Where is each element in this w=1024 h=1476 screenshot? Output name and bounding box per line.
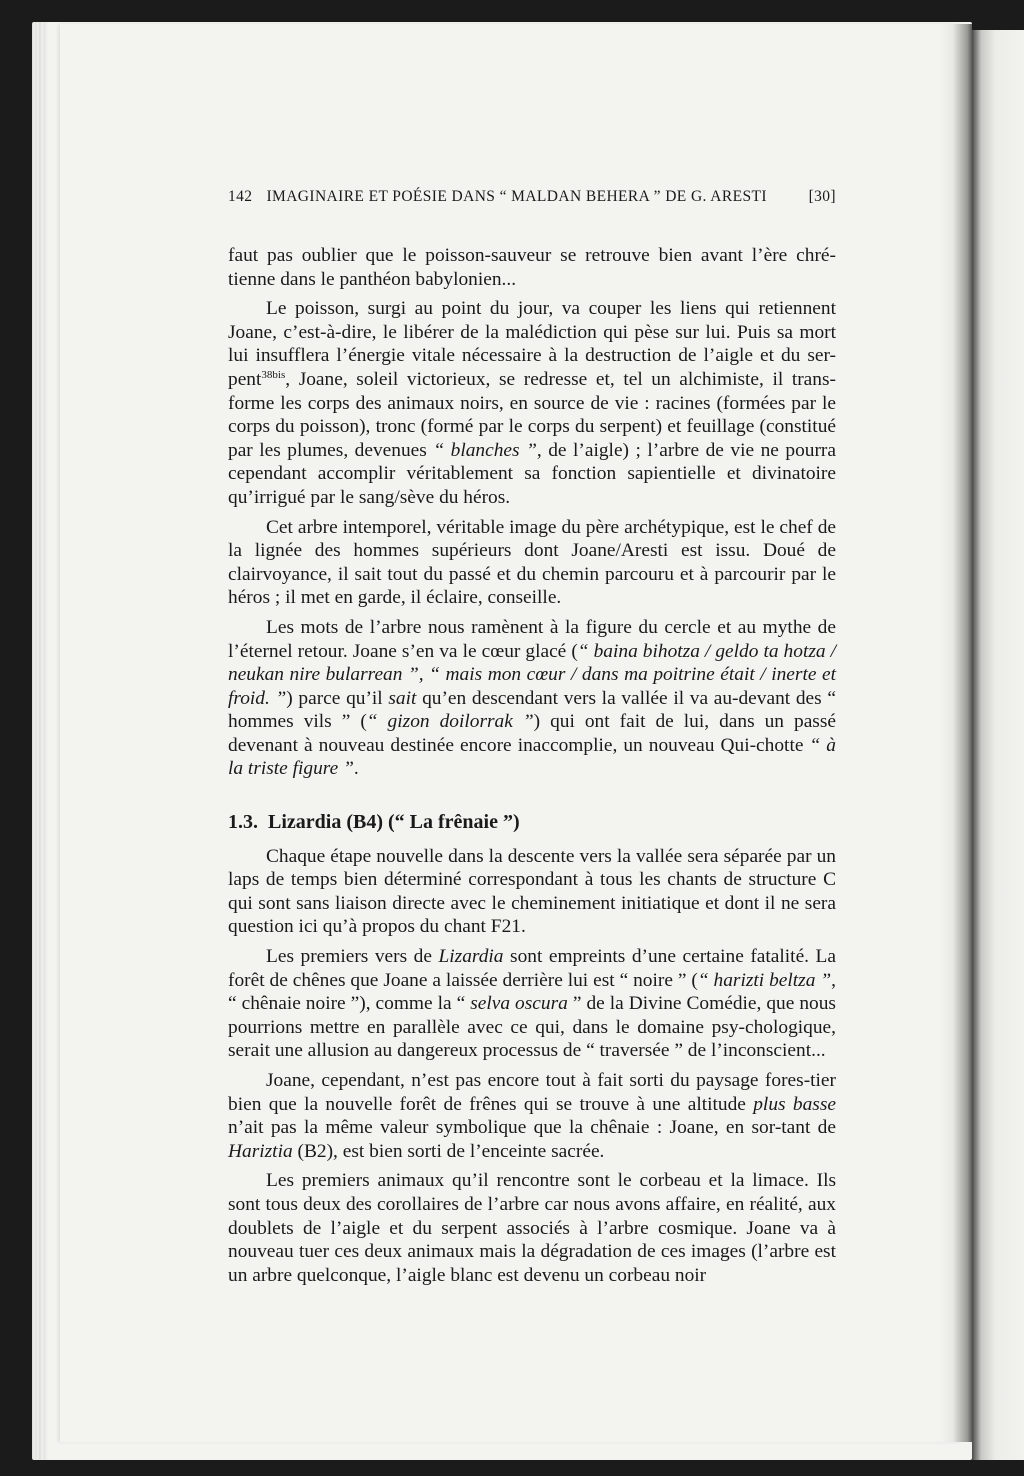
book-gutter xyxy=(940,24,972,1442)
body-text xyxy=(228,244,836,1287)
section-heading xyxy=(228,811,836,835)
paragraph: Cet arbre intemporel, véritable image du père archétypique, est le chef de la lignée des hommes supérieurs dont Joane/Aresti est issu. Doué de clairvoyance, il sait tout du passé et du chemin parcouru et à parcourir par le héros ; il met en garde, il éclaire, conseille. xyxy=(228,516,836,609)
running-title: IMAGINAIRE ET POÉSIE DANS “ MALDAN BEHERA ” DE G. ARESTI xyxy=(266,188,767,205)
paragraph: Les mots de l’arbre nous ramènent à la figure du cercle et au mythe de l’éternel retour. Joane s’en va le cœur glacé (“ baina bihotza / geldo ta hotza / neukan nire bularrean ”, “ mais mon cœur / dans ma poitrine était / inerte et froid. ”) parce qu’il sait qu’en descendant vers la vallée il va au-devant des “ hommes vils ” (“ gizon doilorrak ”) qui ont fait de lui, dans un passé devenant à nouveau destinée encore inaccomplie, un nouveau Qui-chotte “ à la triste figure ”. xyxy=(228,616,837,780)
facing-page-edge xyxy=(972,30,1024,1460)
paragraph: Joane, cependant, n’est pas encore tout à fait sorti du paysage fores-tier bien que la nouvelle forêt de frênes qui se trouve à une altitude plus basse n’ait pas la même valeur symbolique que la chênaie : Joane, en sor-tant de Hariztia (B2), est bien sorti de l’enceinte sacrée. xyxy=(228,1070,836,1162)
paragraph: Les premiers animaux qu’il rencontre sont le corbeau et la limace. Ils sont tous deux des corollaires de l’arbre car nous avons affaire, en réalité, aux doublets de l’aigle et du serpent associés à l’arbre cosmique. Joane va à nouveau tuer ces deux animaux mais la dégradation de ces images (l’arbre est un arbre quelconque, l’aigle blanc est devenu un corbeau noir xyxy=(228,1170,836,1286)
paragraph: Les premiers vers de Lizardia sont empreints d’une certaine fatalité. La forêt de chênes que Joane a laissée derrière lui est “ noire ” (“ harizti beltza ”, “ chênaie noire ”), comme la “ selva oscura ” de la Divine Comédie, que nous pourrions mettre en parallèle avec ce qui, dans le domaine psy-chologique, serait une allusion au dangereux processus de “ traversée ” de l’inconscient... xyxy=(228,946,836,1062)
running-head xyxy=(228,188,836,218)
page-number: 142 xyxy=(228,188,253,205)
footnote-ref: 38bis xyxy=(261,368,286,381)
section-title: Lizardia (B4) (“ La frênaie ”) xyxy=(268,811,520,834)
paragraph: Le poisson, surgi au point du jour, va couper les liens qui retiennent Joane, c’est-à-dire, le libérer de la malédiction qui pèse sur lui. Puis sa mort lui insufflera l’énergie vitale nécessaire à la destruction de l’aigle et du ser-pent$^{38bis}$, Joane, soleil victorieux, se redresse et, tel un alchimiste, il trans-forme les corps des animaux noirs, en source de vie : racines (formées par le corps du poisson), tronc (formé par le corps du serpent) et feuillage (constitué par les plumes, devenues “ blanches ”, de l’aigle) ; l’arbre de vie ne pourra cependant accomplir véritablement sa fonction sapientielle et divinatoire qu’irrigué par le sang/sève du héros. xyxy=(228,298,836,508)
paragraph: faut pas oublier que le poisson-sauveur se retrouve bien avant l’ère chré-tienne dans le panthéon babylonien... xyxy=(228,245,836,290)
paragraph: Chaque étape nouvelle dans la descente vers la vallée sera séparée par un laps de temps bien déterminé correspondant à tous les chants de structure C qui sont sans liaison directe avec le cheminement initiatique et dont il ne sera question ici qu’à propos du chant F21. xyxy=(228,845,836,938)
section-number: 1.3. xyxy=(228,811,258,834)
text-block xyxy=(228,188,836,1287)
section-marker: [30] xyxy=(808,188,836,205)
